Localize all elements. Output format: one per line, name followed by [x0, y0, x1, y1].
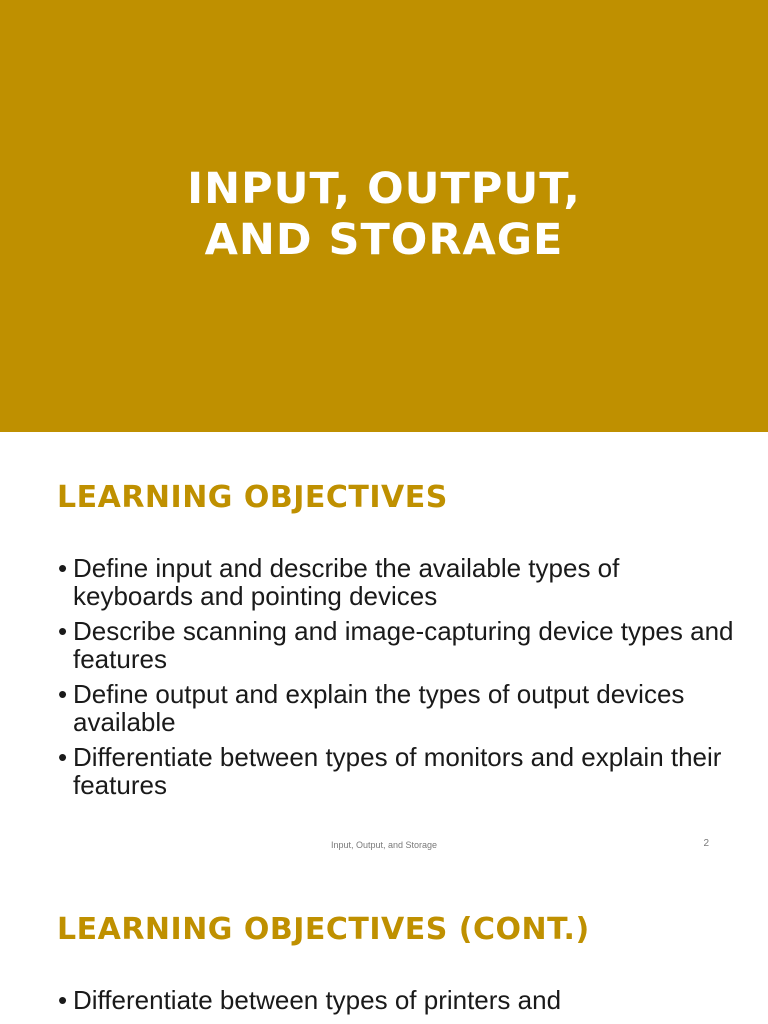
bullet-list [58, 986, 738, 1021]
bullet-item [58, 743, 738, 799]
bullet-list [58, 554, 738, 806]
bullet-item [58, 986, 738, 1014]
bullet-icon: • [58, 616, 68, 646]
slide-title-line-1: INPUT, OUTPUT, [187, 164, 581, 214]
bullet-icon: • [58, 742, 68, 772]
bullet-item [58, 680, 738, 736]
bullet-item [58, 617, 738, 673]
bullet-icon: • [58, 985, 68, 1015]
bullet-text: Differentiate between types of printers and [73, 985, 562, 1015]
bullet-icon: • [58, 553, 68, 583]
title-slide [0, 0, 768, 432]
slide-title-line-2: AND STORAGE [204, 215, 564, 265]
page-number: 2 [703, 838, 709, 849]
bullet-text: Describe scanning and image-capturing device types and features [73, 616, 734, 674]
slide-footer: Input, Output, and Storage [330, 840, 438, 850]
objectives-cont-slide [0, 864, 768, 1024]
bullet-text: Define output and explain the types of output devices available [73, 679, 685, 737]
bullet-item [58, 554, 738, 610]
bullet-text: Differentiate between types of monitors and explain their features [73, 742, 722, 800]
bullet-text: Define input and describe the available types of keyboards and pointing devices [73, 553, 620, 611]
bullet-icon: • [58, 679, 68, 709]
slide-heading: LEARNING OBJECTIVES [57, 480, 448, 515]
objectives-slide [0, 432, 768, 864]
slide-heading: LEARNING OBJECTIVES (CONT.) [57, 912, 590, 947]
